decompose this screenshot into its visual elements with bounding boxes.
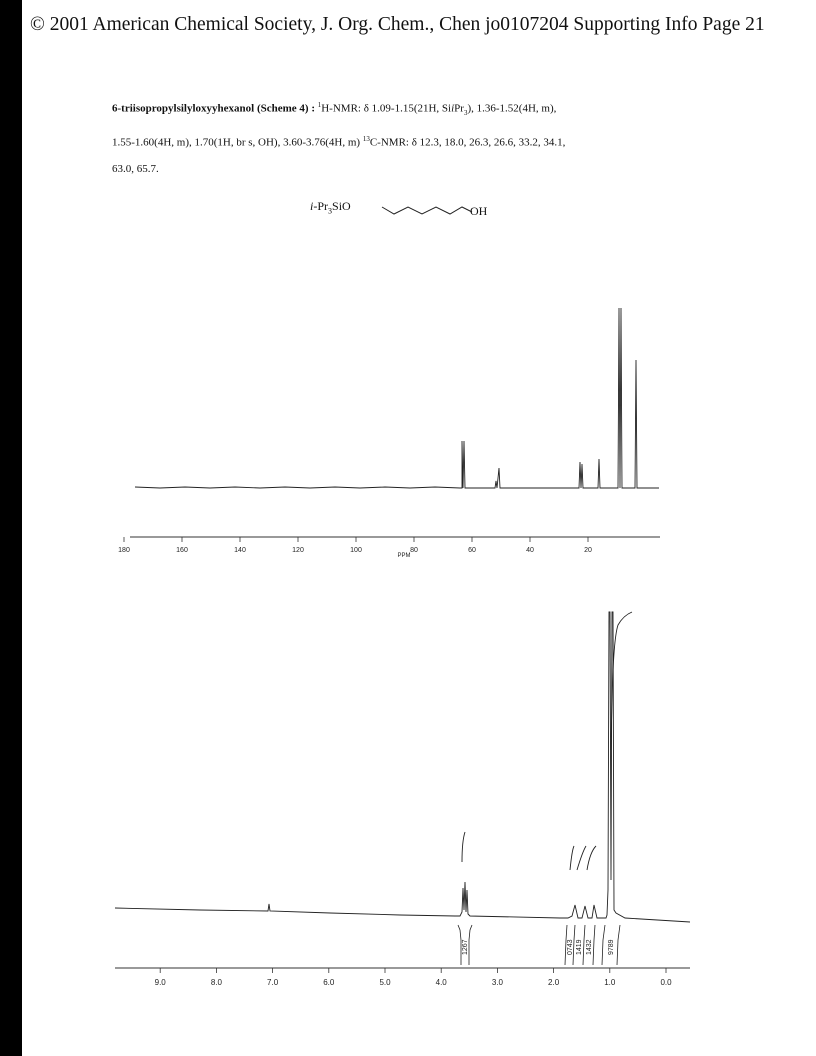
c-nmr-line-3: 63.0, 65.7. <box>112 162 159 175</box>
h1-tick-label: 2.0 <box>548 978 560 987</box>
c13-tick-label: 100 <box>350 547 362 554</box>
c13-axis-unit: PPM <box>397 553 411 559</box>
c13-tick-label: 140 <box>234 547 246 554</box>
h1-tick-label: 4.0 <box>435 978 447 987</box>
h1-tick-label: 8.0 <box>210 978 222 987</box>
page-header: © 2001 American Chemical Society, J. Org. Chem., Chen jo0107204 Supporting Info Page 21 <box>30 14 765 35</box>
h-nmr-superscript: 1 <box>317 101 322 109</box>
h-nmr-label: H-NMR: <box>321 102 361 115</box>
c13-tick-label: 120 <box>292 547 304 554</box>
c13-tick-label: 40 <box>526 547 534 554</box>
structure-left-group: $i-Pr_3SiO$ <box>310 199 351 216</box>
c13-tick-label: 180 <box>118 547 130 554</box>
h1-tick-label: 5.0 <box>379 978 391 987</box>
h1-integral-label: 1432 <box>586 939 593 955</box>
h-nmr-subscript: 3 <box>463 108 468 117</box>
h-nmr-text-1: δ 1.09-1.15(21H, Si <box>363 102 452 115</box>
h1-tick-label: 0.0 <box>660 978 672 987</box>
h-nmr-ipr-italic: i <box>451 102 455 115</box>
c13-tick-label: 80 <box>410 547 418 554</box>
h1-tick-label: 9.0 <box>154 978 166 987</box>
h1-integral-connectors <box>458 925 620 965</box>
h1-integral-label: 1419 <box>576 939 583 955</box>
compound-name: 6-triisopropylsilyloxyyhexanol (Scheme 4) : <box>112 102 315 115</box>
h1-tick-label: 6.0 <box>323 978 335 987</box>
c13-tick-label: 160 <box>176 547 188 554</box>
structure-right-group: OH <box>470 204 488 218</box>
h-nmr-line-2: 1.55-1.60(4H, m), 1.70(1H, br s, OH), 3.60-3.76(4H, m) <box>112 136 361 149</box>
h1-integral-curves <box>462 612 632 870</box>
h1-integral-label: 9789 <box>608 939 615 955</box>
h1-integral-label: 1267 <box>462 939 469 955</box>
c13-tick-label: 60 <box>468 547 476 554</box>
h1-integral-label: 0743 <box>567 939 574 955</box>
c-nmr-superscript: 13 <box>362 134 370 143</box>
c-nmr-text: C-NMR: δ 12.3, 18.0, 26.3, 26.6, 33.2, 34.1, <box>369 136 566 149</box>
h1-tick-label: 3.0 <box>491 978 503 987</box>
h-nmr-text-3: ), 1.36-1.52(4H, m), <box>467 102 557 115</box>
h-nmr-text-2: Pr <box>454 102 464 115</box>
c13-tick-label: 20 <box>584 547 592 554</box>
h1-baseline-trace <box>115 612 690 922</box>
h1-tick-label: 1.0 <box>604 978 616 987</box>
h1-tick-label: 7.0 <box>267 978 279 987</box>
